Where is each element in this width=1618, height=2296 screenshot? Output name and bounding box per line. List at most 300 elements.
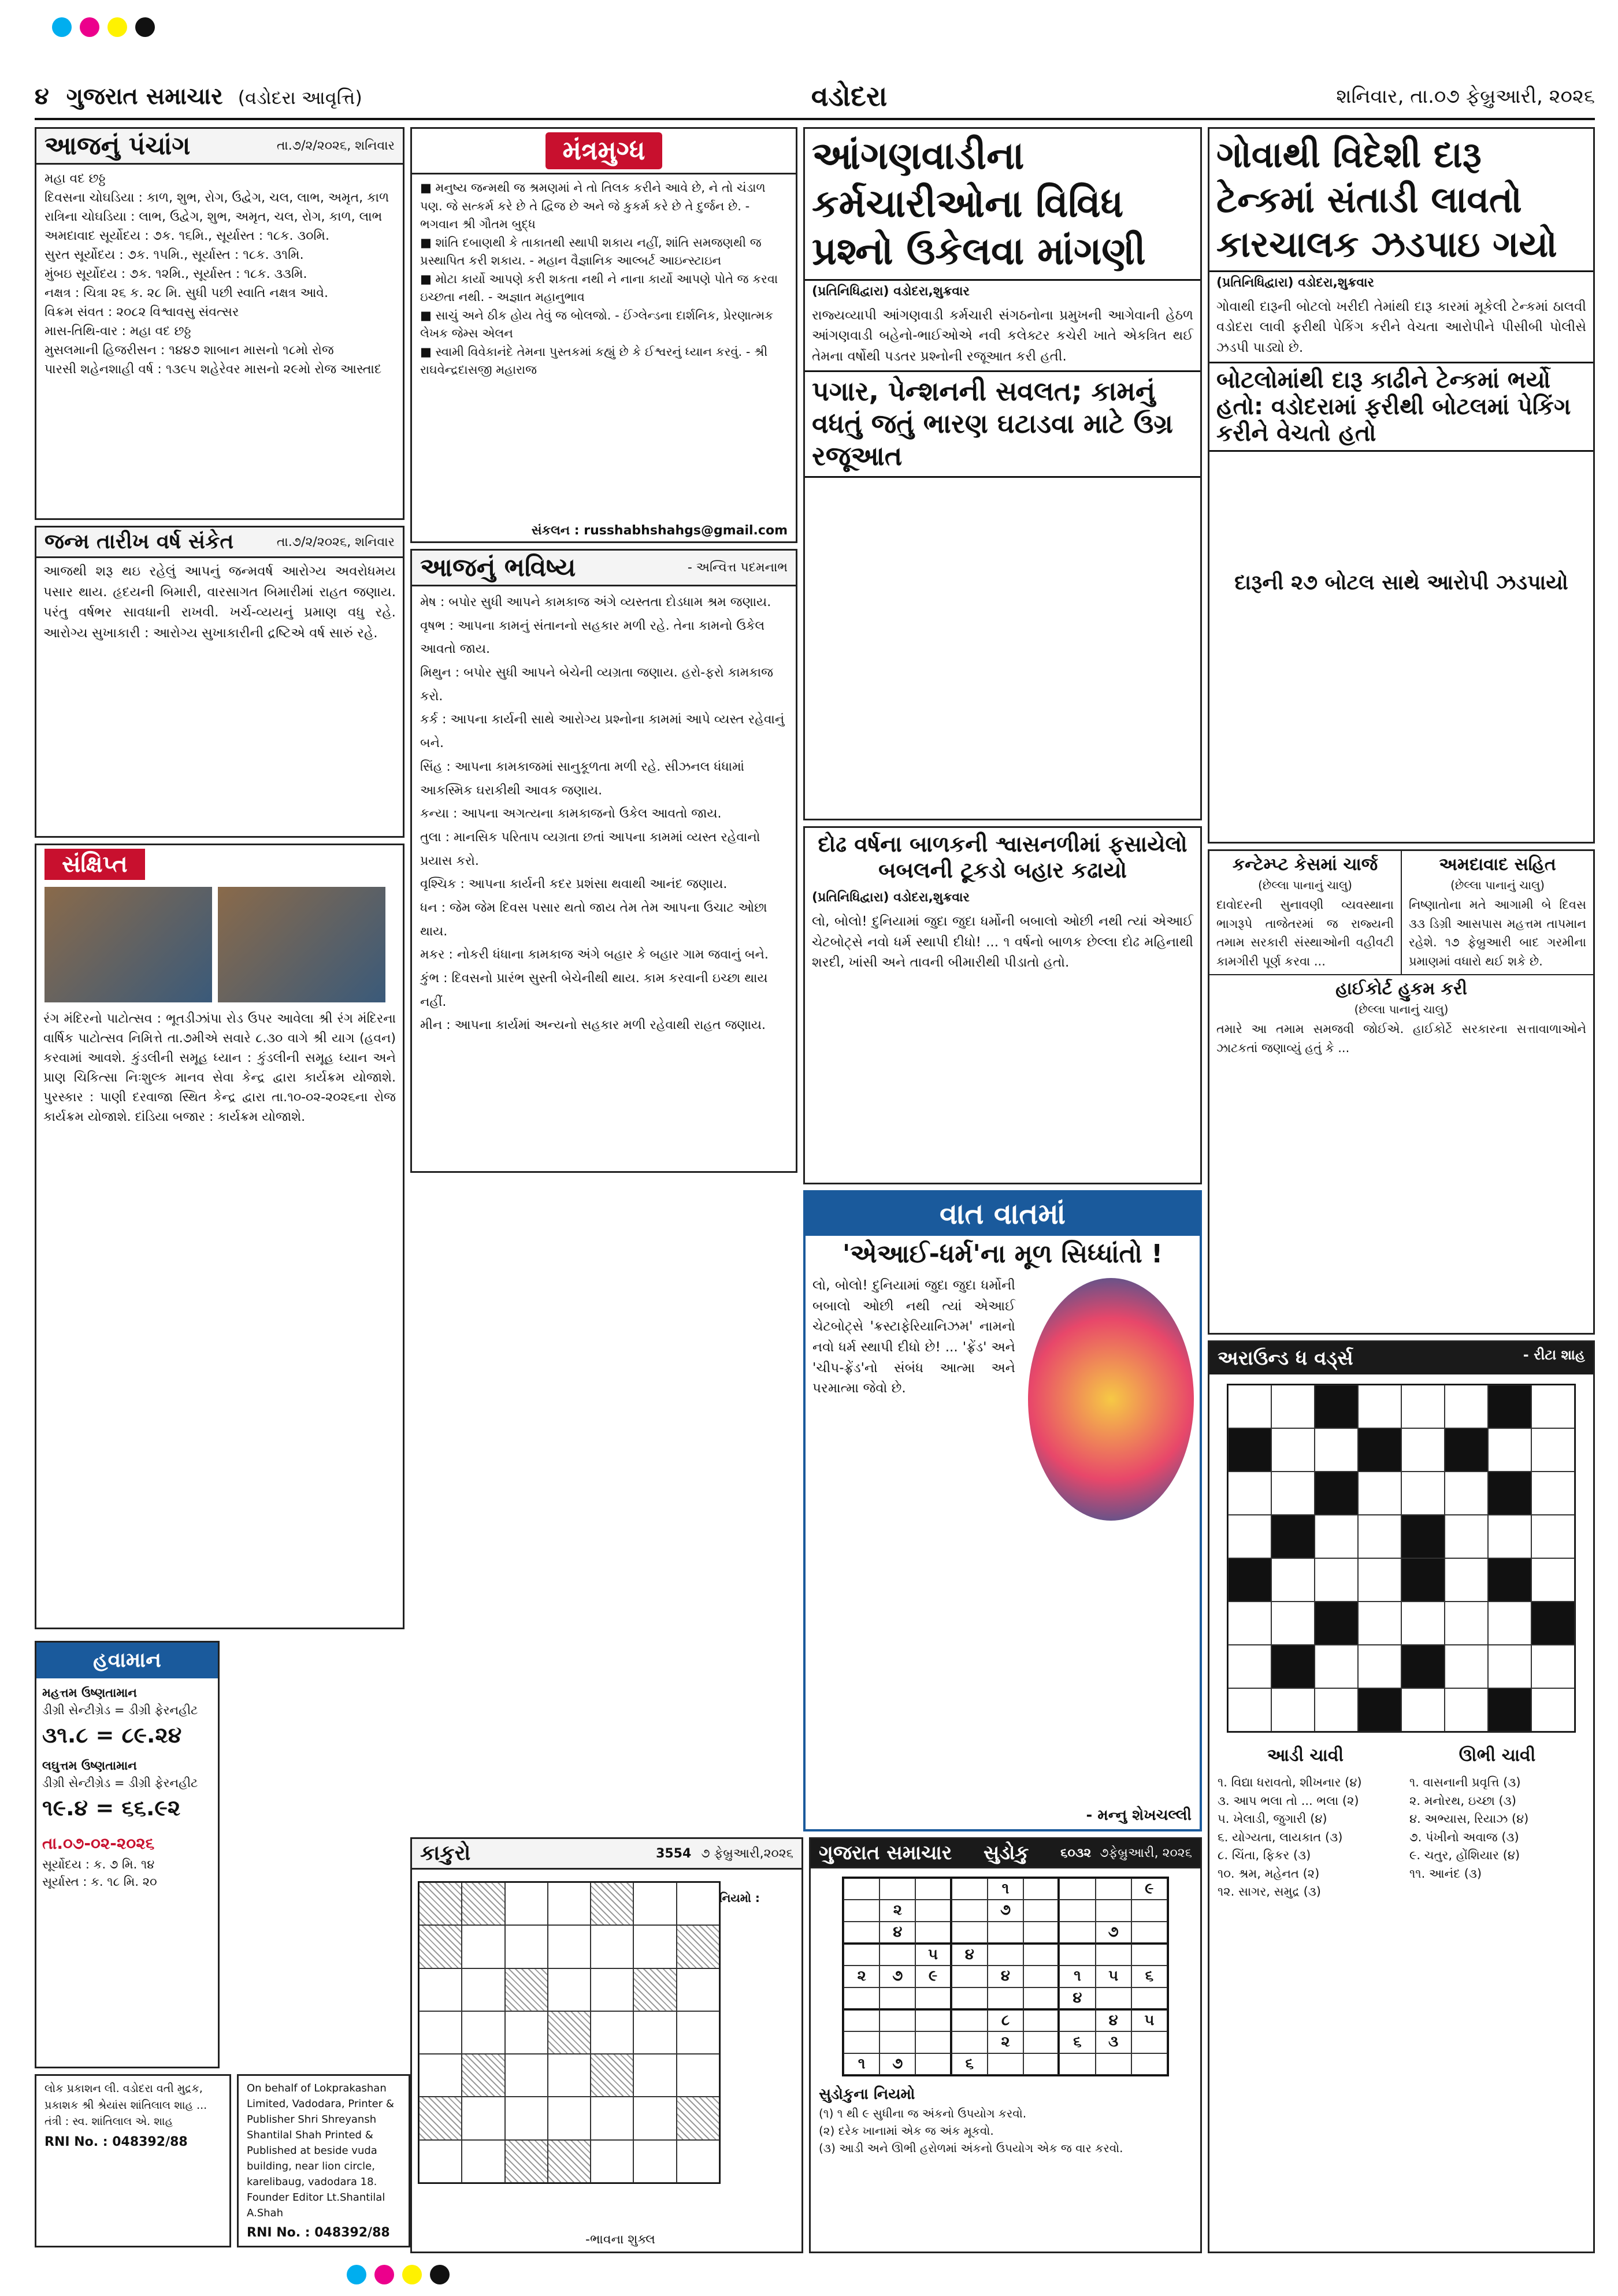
grid-cell[interactable] (1488, 1428, 1531, 1472)
grid-cell[interactable] (1445, 1602, 1488, 1645)
cyan-dot (52, 17, 72, 37)
kakuro-cell[interactable] (419, 2011, 462, 2054)
sudoku-cell[interactable]: ૫ (915, 1944, 951, 1966)
photo-temple (44, 887, 212, 1002)
sankshipt-header (36, 845, 403, 883)
kakuro-cell[interactable] (677, 2140, 719, 2183)
kakuro-box (410, 1837, 803, 2253)
sudoku-cell[interactable] (879, 1987, 915, 2010)
grid-cell[interactable] (1531, 1558, 1575, 1602)
kakuro-cell[interactable] (591, 2097, 633, 2139)
grid-cell[interactable] (1531, 1515, 1575, 1558)
sudoku-cell[interactable] (879, 1944, 915, 1966)
sudoku-cell[interactable] (1023, 1944, 1059, 1966)
grid-cell-black (1271, 1645, 1315, 1688)
ahmedabad-col (1402, 851, 1593, 974)
kakuro-cell[interactable] (677, 1882, 719, 1925)
magenta-dot (374, 2265, 394, 2284)
balak-article (803, 826, 1202, 1184)
sudoku-cell[interactable] (915, 1987, 951, 2010)
sudoku-cell[interactable] (1023, 1966, 1059, 1987)
kakuro-cell[interactable] (548, 1968, 591, 2011)
grid-cell[interactable] (1531, 1645, 1575, 1688)
imprint-en-text: On behalf of Lokprakashan Limited, Vadodara, Printer & Publisher Shri Shreyansh Shantilal Shah Printed & Published at beside vuda building, near lion circle, karelibaug, vadodara 18. Founder Editor Lt.Shantilal A.Shah (247, 2082, 398, 2219)
kakuro-cell[interactable] (462, 1968, 504, 2011)
sudoku-rules (819, 2085, 1192, 2157)
ahmedabad-sub: (છેલ્લા પાનાનું ચાલુ) (1450, 878, 1545, 892)
grid-cell[interactable] (1488, 1645, 1531, 1688)
sudoku-cell[interactable] (988, 1944, 1023, 1966)
sudoku-cell[interactable]: ૧ (1059, 1966, 1095, 1987)
kakuro-cell[interactable] (633, 2097, 676, 2139)
sudoku-cell[interactable] (844, 2010, 879, 2031)
kakuro-rules-title: નિયમો : (719, 1891, 760, 1905)
highcourt-text: તમારે આ તમામ સમજવી જોઈએ. હાઈકોર્ટે સરકારના સત્તાવાળાઓને ઝાટકતાં જણાવ્યું હતું કે ... (1216, 1022, 1586, 1055)
sudoku-cell[interactable] (915, 2010, 951, 2031)
mantramugdh-title: મંત્રમુગ્ધ (545, 132, 663, 169)
city-title: વડોદરા (811, 80, 888, 113)
sudoku-cell[interactable] (1023, 2053, 1059, 2075)
sudoku-cell[interactable] (844, 1987, 879, 2010)
havaman-max-value: ૩૧.૮ = ૮૯.૨૪ (42, 1722, 182, 1748)
sudoku-cell[interactable] (1096, 1944, 1131, 1966)
ai-illustration (1028, 1278, 1194, 1521)
grid-cell[interactable] (1315, 1645, 1358, 1688)
anganwadi-headline: આંગણવાડીના કર્મચારીઓના વિવિધ પ્રશ્નો ઉકેલવા માંગણી (805, 129, 1200, 281)
kakuro-date: ૭ ફેબ્રુઆરી,૨૦૨૬ (701, 1846, 793, 1861)
janmadin-title: જન્મ તારીખ વર્ષ સંકેત (44, 530, 234, 553)
grid-cell-black (1401, 1645, 1445, 1688)
kakuro-block (505, 1968, 548, 2011)
grid-cell[interactable] (1271, 1558, 1315, 1602)
grid-cell[interactable] (1488, 1602, 1531, 1645)
contempt-text: દાવોદરની સુનાવણી વ્યવસ્થાના ભાગરૂપે તાજેતરમાં જ રાજ્યની તમામ સરકારી સંસ્થાઓની વહીવટી કામગીરી પૂર્ણ કરવા ... (1216, 898, 1394, 968)
sudoku-number: ૬૦૩૨ (1060, 1845, 1092, 1860)
sudoku-cell[interactable]: ૪ (879, 1922, 915, 1944)
down-clues (1401, 1742, 1593, 1906)
kakuro-cell[interactable] (633, 1925, 676, 1968)
grid-cell[interactable] (1228, 1645, 1271, 1688)
panchang-text: મહા વદ છઠ્ઠ દિવસના ચોઘડિયા : કાળ, શુભ, રોગ, ઉદ્વેગ, ચલ, લાભ, અમૃત, કાળ રાત્રિના ચોઘડિયા : લાભ, ઉદ્વેગ, શુભ, અમૃત, ચલ, રોગ, કાળ, લાભ અમદાવાદ સૂર્યોદય : ૭ક. ૧૬મિ., સૂર્યાસ્ત : ૧૮ક. ૩૦મિ. સુરત સૂર્યોદય : ૭ક. ૧૫મિ., સૂર્યાસ્ત : ૧૮ક. ૩૧મિ. મુંબઇ સૂર્યોદય : ૭ક. ૧૨મિ., સૂર્યાસ્ત : ૧૮ક. ૩૩મિ. નક્ષત્ર : ચિત્રા ૨૬ ક. ૨૮ મિ. સુધી પછી સ્વાતિ નક્ષત્ર આવે. વિક્રમ સંવત : ૨૦૮૨ વિશ્વાવસુ સંવત્સર માસ-તિથિ-વાર : મહા વદ છઠ્ઠ મુસલમાની હિજરીસન : ૧૪૪૭ શાબાન માસનો ૧૮મો રોજ પારસી શહેનશાહી વર્ષ : ૧૩૯૫ શહેરેવર માસનો ૨૯મો રોજ આસ્તાદ (44, 172, 389, 377)
sudoku-cell[interactable] (1096, 2053, 1131, 2075)
kakuro-cell[interactable] (505, 2011, 548, 2054)
grid-cell[interactable] (1358, 1602, 1401, 1645)
sudoku-cell[interactable] (952, 1922, 988, 1944)
sudoku-cell[interactable] (915, 1922, 951, 1944)
daru-article (1208, 127, 1595, 844)
kakuro-block (505, 2140, 548, 2183)
panchang-title: આજનું પંચાંગ (44, 131, 191, 161)
kakuro-cell[interactable] (591, 2011, 633, 2054)
ahmedabad-title: અમદાવાદ સહિત (1439, 855, 1556, 875)
sudoku-cell[interactable]: ૪ (1096, 2010, 1131, 2031)
sudoku-cell[interactable] (1096, 1987, 1131, 2010)
around-words-box (1208, 1340, 1595, 2253)
bhavishya-title: આજનું ભવિષ્ય (420, 553, 576, 582)
daru-box-title: દારૂની ૨૭ બોટલ સાથે આરોપી ઝડપાયો (1234, 571, 1568, 595)
kakuro-block (677, 2097, 719, 2139)
kakuro-block (591, 2054, 633, 2097)
sudoku-cell[interactable] (844, 2031, 879, 2053)
kakuro-cell[interactable] (462, 2140, 504, 2183)
sudoku-cell[interactable]: ૭ (1096, 1922, 1131, 1944)
sudoku-cell[interactable]: ૧ (844, 2053, 879, 2075)
kakuro-number-wrap (656, 1847, 793, 1861)
kakuro-cell[interactable] (548, 2097, 591, 2139)
sudoku-cell[interactable] (915, 2053, 951, 2075)
sudoku-cell[interactable] (1096, 1878, 1131, 1900)
grid-cell-black (1531, 1602, 1575, 1645)
around-words-author: - રીટા શાહ (1523, 1347, 1585, 1363)
grid-cell[interactable] (1315, 1558, 1358, 1602)
kakuro-cell[interactable] (633, 1882, 676, 1925)
kakuro-rules (719, 1891, 795, 1905)
vaat-title: વાત વાતમાં (806, 1192, 1200, 1236)
sudoku-cell[interactable] (1131, 1987, 1167, 2010)
kakuro-block (633, 1968, 676, 2011)
photo-event (218, 887, 385, 1002)
sudoku-cell[interactable] (1023, 2010, 1059, 2031)
around-words-header (1209, 1342, 1593, 1374)
sudoku-cell[interactable]: ૪ (952, 1944, 988, 1966)
grid-cell-black (1488, 1472, 1531, 1515)
panchang-date: તા.૭/૨/૨૦૨૬, શનિવાર (276, 139, 395, 153)
sudoku-meta (1060, 1846, 1192, 1860)
kakuro-cell[interactable] (633, 2140, 676, 2183)
kakuro-block (677, 1925, 719, 1968)
sudoku-cell[interactable] (952, 2031, 988, 2053)
havaman-title: હવામાન (36, 1643, 218, 1678)
grid-cell[interactable] (1358, 1515, 1401, 1558)
havaman-sunrise: સૂર્યોદય : ક. ૭ મિ. ૧૪ (42, 1857, 155, 1871)
grid-cell[interactable] (1228, 1688, 1271, 1732)
sudoku-date: ૭ફેબ્રુઆરી, ૨૦૨૬ (1100, 1845, 1192, 1860)
grid-cell[interactable] (1445, 1558, 1488, 1602)
kakuro-block (462, 1882, 504, 1925)
across-text: ૧. વિદ્યા ધરાવતો, શીખનાર (૪) ૩. આપ ભલા તો ... ભલા (૨) ૫. ખેલાડી, જુગારી (૪) ૬. યોગ્યતા, લાયકાત (૩) ૮. ચિંતા, ફિકર (૩) ૧૦. શ્રમ, મહેનત (૨) ૧૨. સાગર, સમુદ્ર (૩) (1218, 1775, 1362, 1899)
sudoku-cell[interactable]: ૭ (879, 2053, 915, 2075)
around-words-grid (1227, 1384, 1576, 1733)
sudoku-cell[interactable]: ૫ (1096, 1966, 1131, 1987)
magenta-dot (80, 17, 99, 37)
sudoku-cell[interactable] (1131, 1922, 1167, 1944)
grid-cell[interactable] (1271, 1428, 1315, 1472)
kakuro-cell[interactable] (548, 2054, 591, 2097)
grid-cell[interactable] (1401, 1602, 1445, 1645)
sudoku-cell[interactable] (879, 2031, 915, 2053)
grid-cell[interactable] (1445, 1688, 1488, 1732)
havaman-date: તા.૦૭-૦૨-૨૦૨૬ (42, 1833, 155, 1853)
kakuro-cell[interactable] (462, 2097, 504, 2139)
sudoku-cell[interactable] (1059, 1900, 1095, 1921)
sudoku-cell[interactable]: ૯ (915, 1966, 951, 1987)
continued-row (1209, 851, 1593, 974)
grid-cell-black (1401, 1558, 1445, 1602)
grid-cell[interactable] (1358, 1645, 1401, 1688)
sudoku-cell[interactable] (915, 2031, 951, 2053)
havaman-min-units: ડીગ્રી સેન્ટીગ્રેડ = ડીગ્રી ફેરનહીટ (42, 1776, 198, 1790)
sudoku-cell[interactable]: ૯ (1131, 1878, 1167, 1900)
mantramugdh-credit: સંકલન : russhabhshahgs@gmail.com (531, 523, 788, 538)
sudoku-cell[interactable]: ૬ (1131, 1966, 1167, 1987)
vaat-content (806, 1272, 1200, 1526)
down-text: ૧. વાસનાની પ્રવૃત્તિ (૩) ૨. મનોરથ, ઇચ્છા (૩) ૪. અભ્યાસ, રિયાઝ (૪) ૭. પંખીનો અવાજ (૩) ૯. ચતુર, હોંશિયાર (૪) ૧૧. આનંદ (૩) (1409, 1775, 1529, 1881)
kakuro-cell[interactable] (419, 2140, 462, 2183)
sudoku-cell[interactable] (844, 1878, 879, 1900)
across-title: આડી ચાવી (1267, 1745, 1344, 1766)
yellow-dot (402, 2265, 422, 2284)
registration-marks-top (52, 17, 155, 37)
sudoku-cell[interactable] (1023, 1878, 1059, 1900)
cyan-dot (347, 2265, 366, 2284)
sudoku-cell[interactable]: ૧ (988, 1878, 1023, 1900)
sudoku-cell[interactable]: ૫ (1131, 2010, 1167, 2031)
grid-cell[interactable] (1531, 1428, 1575, 1472)
grid-cell[interactable] (1531, 1688, 1575, 1732)
sudoku-cell[interactable]: ૨ (844, 1966, 879, 1987)
sudoku-cell[interactable] (1059, 2053, 1095, 2075)
sudoku-cell[interactable]: ૨ (879, 1900, 915, 1921)
sudoku-cell[interactable] (1023, 1922, 1059, 1944)
kakuro-block (462, 2054, 504, 2097)
grid-cell[interactable] (1228, 1515, 1271, 1558)
anganwadi-article (803, 127, 1202, 820)
kakuro-cell[interactable] (677, 2054, 719, 2097)
sudoku-cell[interactable] (1023, 1900, 1059, 1921)
header-date: શનિવાર, તા.૦૭ ફેબ્રુઆરી, ૨૦૨૬ (1336, 85, 1595, 108)
sudoku-rules-row (811, 2085, 1200, 2157)
janmadin-date: તા.૭/૨/૨૦૨૬, શનિવાર (276, 534, 395, 549)
balak-dateline: (પ્રતિનિધિદ્વારા) વડોદરા,શુક્રવાર (812, 890, 970, 905)
sudoku-cell[interactable] (988, 1987, 1023, 2010)
kakuro-cell[interactable] (462, 1925, 504, 1968)
havaman-body (36, 1678, 218, 1896)
sudoku-cell[interactable] (1023, 1987, 1059, 2010)
sudoku-cell[interactable]: ૪ (988, 1966, 1023, 1987)
grid-cell[interactable] (1445, 1645, 1488, 1688)
kakuro-block (591, 1882, 633, 1925)
sudoku-paper: ગુજરાત સમાચાર (819, 1841, 952, 1864)
kakuro-block (419, 2097, 462, 2139)
kakuro-cell[interactable] (677, 2011, 719, 2054)
bhavishya-box (410, 549, 797, 1173)
grid-cell[interactable] (1531, 1472, 1575, 1515)
kakuro-cell[interactable] (419, 2054, 462, 2097)
grid-cell-black (1271, 1515, 1315, 1558)
grid-cell[interactable] (1445, 1472, 1488, 1515)
sudoku-cell[interactable] (952, 1900, 988, 1921)
sudoku-cell[interactable] (1023, 2031, 1059, 2053)
grid-cell[interactable] (1445, 1515, 1488, 1558)
grid-cell[interactable] (1228, 1472, 1271, 1515)
contempt-title: કન્ટેમ્પ્ટ કેસમાં ચાર્જ (1232, 855, 1378, 875)
kakuro-block (419, 1882, 462, 1925)
sudoku-cell[interactable] (1059, 1878, 1095, 1900)
grid-cell[interactable] (1315, 1428, 1358, 1472)
paper-name: ગુજરાત સમાચાર (66, 83, 223, 110)
kakuro-block (419, 1925, 462, 1968)
grid-cell[interactable] (1401, 1428, 1445, 1472)
vaat-headline: 'એઆઈ-ધર્મ'ના મૂળ સિધ્ધાંતો ! (842, 1239, 1163, 1269)
kakuro-cell[interactable] (505, 2097, 548, 2139)
havaman-min-value: ૧૯.૪ = ૬૬.૯૨ (42, 1795, 181, 1821)
sudoku-cell[interactable]: ૭ (879, 1966, 915, 1987)
grid-cell[interactable] (1271, 1688, 1315, 1732)
sudoku-cell[interactable] (952, 2010, 988, 2031)
kakuro-block (548, 2140, 591, 2183)
grid-cell[interactable] (1401, 1688, 1445, 1732)
imprint-box (35, 2074, 231, 2247)
grid-cell-black (1358, 1428, 1401, 1472)
mantramugdh-box (410, 127, 797, 543)
sudoku-cell[interactable]: ૨ (988, 2031, 1023, 2053)
grid-cell-black (1315, 1602, 1358, 1645)
sudoku-cell[interactable] (1131, 2053, 1167, 2075)
grid-cell[interactable] (1488, 1515, 1531, 1558)
sudoku-cell[interactable] (952, 1966, 988, 1987)
kakuro-block (548, 2011, 591, 2054)
havaman-box (35, 1641, 220, 2068)
sudoku-cell[interactable] (988, 2053, 1023, 2075)
kakuro-cell[interactable] (633, 2011, 676, 2054)
kakuro-cell[interactable] (548, 1882, 591, 1925)
grid-cell[interactable] (1315, 1688, 1358, 1732)
highcourt-col (1209, 974, 1593, 1061)
kakuro-cell[interactable] (548, 1925, 591, 1968)
sudoku-cell[interactable]: ૬ (952, 2053, 988, 2075)
balak-text: લો, બોલો! દુનિયામાં જુદા જુદા ધર્મોની બબાલો ઓછી નથી ત્યાં એઆઈ ચેટબોટ્સે નવો ધર્મ સ્થાપી દીધો! ... ૧ વર્ષનો બાળક છેલ્લા દોઢ મહિનાથી શરદી, ખાંસી અને તાવની બીમારીથી પીડાતો હતો. (812, 914, 1193, 971)
janmadin-text: આજથી શરૂ થઇ રહેલું આપનું જન્મવર્ષ આરોગ્ય અવરોધમય પસાર થાય. હૃદયની બિમારી, વારસાગત બિમારીમાં રાહત જણાય. પરંતુ વર્ષભર સાવધાની રાખવી. ખર્ચ-વ્યયનું પ્રમાણ વધુ રહે. આરોગ્ય સુખાકારી : આરોગ્ય સુખાકારીની દ્રષ્ટિએ વર્ષ સારું રહે. (43, 564, 396, 641)
grid-cell[interactable] (1358, 1472, 1401, 1515)
grid-cell-black (1315, 1385, 1358, 1428)
grid-cell[interactable] (1315, 1515, 1358, 1558)
grid-cell[interactable] (1401, 1385, 1445, 1428)
panchang-box (35, 127, 404, 520)
havaman-min-label: લઘુત્તમ ઉષ્ણતામાન (42, 1758, 137, 1773)
kakuro-cell[interactable] (505, 1882, 548, 1925)
sudoku-cell[interactable] (1131, 1900, 1167, 1921)
kakuro-cell[interactable] (591, 1968, 633, 2011)
sudoku-cell[interactable] (915, 1878, 951, 1900)
sudoku-cell[interactable]: ૩ (1096, 2031, 1131, 2053)
kakuro-grid (418, 1881, 721, 2184)
sudoku-cell[interactable] (1096, 1900, 1131, 1921)
black-dot (430, 2265, 450, 2284)
across-clues (1209, 1742, 1401, 1906)
sudoku-cell[interactable] (844, 1922, 879, 1944)
havaman-max-units: ડીગ્રી સેન્ટીગ્રેડ = ડીગ્રી ફેરનહીટ (42, 1703, 198, 1718)
sankshipt-title: સંક્ષિપ્ત (44, 849, 145, 880)
sudoku-cell[interactable] (1059, 1944, 1095, 1966)
daru-text: ગોવાથી દારૂની બોટલો ખરીદી તેમાંથી દારૂ કારમાં મૂકેલી ટેન્કમાં ઠાલવી વડોદરા લાવી ફરીથી પેકિંગ કરીને વેચતા આરોપીને પીસીબી પોલીસે ઝડપી પાડ્યો છે. (1216, 299, 1586, 355)
grid-cell[interactable] (1358, 1558, 1401, 1602)
sankshipt-text: રંગ મંદિરનો પાટોત્સવ : ભૂતડીઝાંપા રોડ ઉપર આવેલા શ્રી રંગ મંદિરના વાર્ષિક પાટોત્સવ નિમિત્તે તા.૭મીએ સવારે ૮.૩૦ વાગે શ્રી યાગ (હવન) કરવામાં આવશે. કુંડલીની સમૂહ ધ્યાન : કુંડલીની સમૂહ ધ્યાન અને પ્રાણ ચિકિત્સા નિઃશુલ્ક માનવ સેવા કેન્દ્ર દ્વારા કાર્યક્રમ યોજાશે. પુરસ્કાર : પાણી દરવાજા સ્થિત કેન્દ્ર દ્વારા તા.૧૦-૦૨-૨૦૨૬ના રોજ કાર્યક્રમ યોજાશે. દાંડિયા બજાર : કાર્યક્રમ યોજાશે. (43, 1012, 396, 1125)
grid-cell[interactable] (1228, 1602, 1271, 1645)
sudoku-cell[interactable] (1131, 2031, 1167, 2053)
sudoku-rules-text: (૧) ૧ થી ૯ સુધીના જ અંકનો ઉપયોગ કરવો. (૨) દરેક ખાનામાં એક જ અંક મૂકવો. (૩) આડી અને ઊભી હરોળમાં અંકનો ઉપયોગ એક જ વાર કરવો. (819, 2106, 1123, 2155)
grid-cell-black (1445, 1428, 1488, 1472)
mantramugdh-header (412, 129, 796, 174)
sankshipt-box (35, 844, 404, 1629)
sudoku-cell[interactable] (844, 1944, 879, 1966)
vaat-text: લો, બોલો! દુનિયામાં જુદા જુદા ધર્મોની બબાલો ઓછી નથી ત્યાં એઆઈ ચેટબોટ્સે 'ક્રસ્ટાફેરિયાનિઝમ' નામનો નવો ધર્મ સ્થાપી દીધો છે! ... 'ફ્રેંડ' અને 'ચીપ-ફ્રેંડ'નો સંબંધ આત્મા અને પરમાત્મા જેવો છે. (812, 1278, 1015, 1396)
contempt-sub: (છેલ્લા પાનાનું ચાલુ) (1258, 878, 1352, 892)
sudoku-cell[interactable] (879, 2010, 915, 2031)
continued-box (1208, 849, 1595, 1335)
bhavishya-header (412, 551, 796, 586)
grid-cell-black (1228, 1428, 1271, 1472)
grid-cell[interactable] (1271, 1472, 1315, 1515)
black-dot (135, 17, 155, 37)
imprint-en-box (237, 2074, 410, 2247)
sudoku-cell[interactable] (952, 1987, 988, 2010)
sudoku-cell[interactable]: ૪ (1059, 1987, 1095, 2010)
kakuro-header (412, 1839, 801, 1870)
sudoku-cell[interactable]: ૭ (988, 1900, 1023, 1921)
kakuro-cell[interactable] (505, 2054, 548, 2097)
grid-cell[interactable] (1228, 1385, 1271, 1428)
kakuro-cell[interactable] (419, 1968, 462, 2011)
vaat-box (803, 1190, 1202, 1831)
panchang-header (36, 129, 403, 165)
imprint-text: લોક પ્રકાશન લી. વડોદરા વતી મુદ્રક, પ્રકાશક શ્રી શ્રેયાંસ શાંતિલાલ શાહ ... તંત્રી : સ્વ. શાંતિલાલ એ. શાહ (44, 2082, 211, 2128)
havaman-sunset: સૂર્યાસ્ત : ક. ૧૮ મિ. ૨૦ (42, 1874, 157, 1889)
mantramugdh-text: ■ મનુષ્ય જન્મથી જ શ્રમણમાં ને તો તિલક કરીને આવે છે, ને તો ચંડાળ પણ. જે સત્કર્મ કરે છે તે દ્વિજ છે અને જે કુકર્મ કરે છે તે દુર્જન છે. - ભગવાન શ્રી ગૌતમ બુદ્ધ ■ શાંતિ દબાણથી કે તાકાતથી સ્થાપી શકાય નહીં, શાંતિ સમજણથી જ પ્રસ્થાપિત કરી શકાય. - મહાન વૈજ્ઞાનિક આલ્બર્ટ આઇન્સ્ટાઇન ■ મોટા કાર્યો આપણે કરી શકતા નથી ને નાના કાર્યો આપણે પોતે જ કરવા ઇચ્છતા નથી. - અજ્ઞાત મહાનુભાવ ■ સાચું અને ઠીક હોય તેવું જ બોલજો. - ઈંગ્લેન્ડના દાર્શનિક, પ્રેરણાત્મક લેખક જેમ્સ એલન ■ સ્વામી વિવેકાનંદે તેમના પુસ્તકમાં કહ્યું છે કે ઈશ્વરનું ધ્યાન કરવું. - શ્રી રાઘવેન્દ્રદાસજી મહારાજ (420, 181, 778, 377)
sudoku-cell[interactable] (988, 1922, 1023, 1944)
edition-name: (વડોદરા આવૃત્તિ) (237, 87, 362, 109)
sudoku-cell[interactable] (952, 1878, 988, 1900)
kakuro-cell[interactable] (633, 2054, 676, 2097)
kakuro-number: 3554 (656, 1846, 692, 1861)
janmadin-header (36, 527, 403, 558)
daru-headline: ગોવાથી વિદેશી દારૂ ટેન્કમાં સંતાડી લાવતો કારચાલક ઝડપાઇ ગયો (1209, 129, 1593, 272)
grid-cell[interactable] (1401, 1472, 1445, 1515)
sudoku-cell[interactable] (1059, 2010, 1095, 2031)
sudoku-cell[interactable] (1059, 1922, 1095, 1944)
daru-dateline: (પ્રતિનિધિદ્વારા) વડોદરા,શુક્રવાર (1216, 275, 1374, 290)
grid-cell[interactable] (1445, 1385, 1488, 1428)
kakuro-cell[interactable] (505, 1925, 548, 1968)
grid-cell[interactable] (1358, 1385, 1401, 1428)
imprint-rni: RNI No. : 048392/88 (44, 2134, 188, 2149)
contempt-col (1209, 851, 1402, 974)
sudoku-cell[interactable] (844, 1900, 879, 1921)
anganwadi-subhead: પગાર, પેન્શનની સવલત; કામનું વધતું જતું ભારણ ઘટાડવા માટે ઉગ્ર રજૂઆત (805, 370, 1200, 478)
kakuro-cell[interactable] (591, 2140, 633, 2183)
down-title: ઊભી ચાવી (1459, 1745, 1536, 1766)
grid-cell[interactable] (1271, 1602, 1315, 1645)
anganwadi-text: રાજ્યવ્યાપી આંગણવાડી કર્મચારી સંગઠનોના પ્રમુખની આગેવાની હેઠળ આંગણવાડી બહેનો-ભાઈઓએ નવી કલેક્ટર કચેરી ખાતે એકત્રિત થઈ તેમના વર્ષોથી પડતર પ્રશ્નોની રજૂઆત કરી હતી. (812, 307, 1193, 364)
sudoku-cell[interactable] (1131, 1944, 1167, 1966)
kakuro-title: કાકુરો (420, 1841, 471, 1865)
sudoku-title: સુડોકુ (983, 1841, 1029, 1864)
grid-cell-black (1488, 1385, 1531, 1428)
sudoku-cell[interactable] (879, 1878, 915, 1900)
grid-cell-black (1228, 1558, 1271, 1602)
sudoku-cell[interactable] (915, 1900, 951, 1921)
grid-cell-black (1358, 1688, 1401, 1732)
kakuro-cell[interactable] (677, 1968, 719, 2011)
havaman-max-label: મહત્તમ ઉષ્ણતામાન (42, 1686, 137, 1700)
kakuro-cell[interactable] (591, 1925, 633, 1968)
clues (1209, 1742, 1593, 1906)
grid-cell[interactable] (1271, 1385, 1315, 1428)
grid-cell[interactable] (1531, 1385, 1575, 1428)
sudoku-cell[interactable]: ૮ (988, 2010, 1023, 2031)
kakuro-cell[interactable] (462, 2011, 504, 2054)
sudoku-cell[interactable]: ૬ (1059, 2031, 1095, 2053)
registration-marks-bottom (347, 2265, 450, 2284)
